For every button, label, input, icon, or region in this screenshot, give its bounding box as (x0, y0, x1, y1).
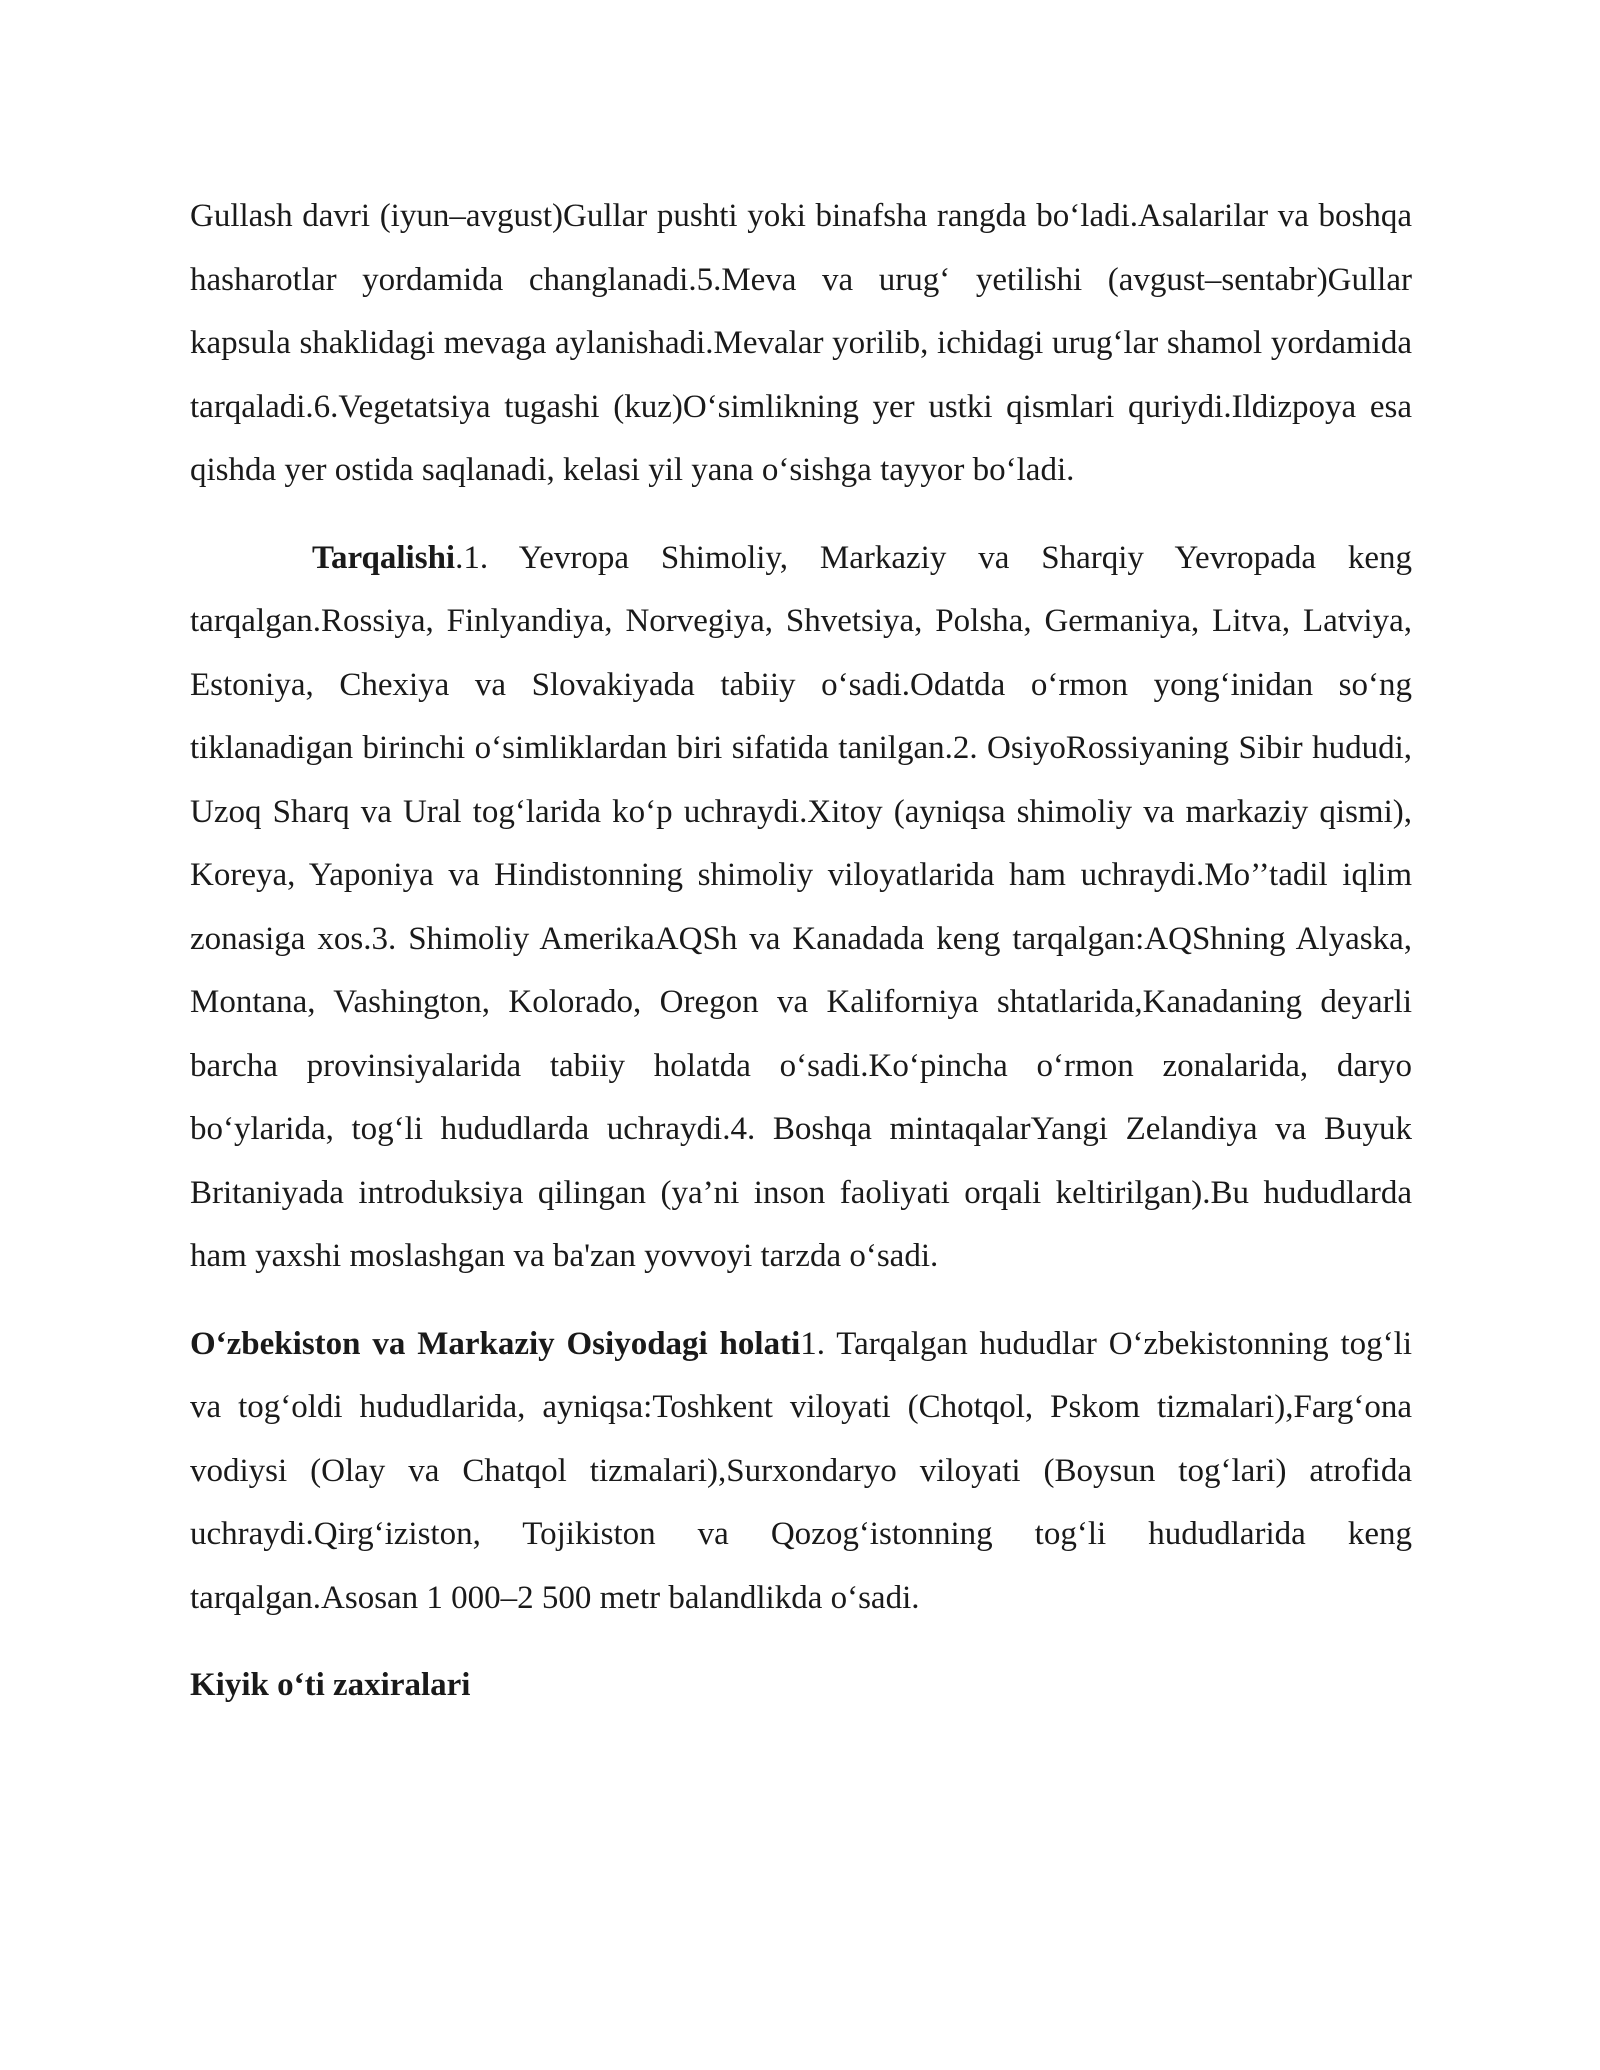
paragraph-uzbekistan-status (190, 1313, 1412, 1631)
paragraph-flowering-cycle: Gullash davri (iyun–avgust)Gullar pushti yoki binafsha rangda boʻladi.Asalarilar va boshqa hasharotlar yordamida changlanadi.5.Meva va urugʻ yetilishi (avgust–sentabr)Gullar kapsula shaklidagi mevaga aylanishadi.Mevalar yorilib, ichidagi urugʻlar shamol yordamida tarqaladi.6.Vegetatsiya tugashi (kuz)Oʻsimlikning yer ustki qismlari quriydi.Ildizpoya esa qishda yer ostida saqlanadi, kelasi yil yana oʻsishga tayyor boʻladi. (190, 198, 1412, 488)
document-body (190, 185, 1412, 1718)
distribution-heading: Tarqalishi (312, 539, 456, 576)
uzbekistan-text: 1. Tarqalgan hududlar Oʻzbekistonning togʻli va togʻoldi hududlarida, ayniqsa:Toshkent viloyati (Chotqol, Pskom tizmalari),Fargʻona vodiysi (Olay va Chatqol tizmalari),Surxondaryo viloyati (Boysun togʻlari) atrofida uchraydi.Qirgʻiziston, Tojikiston va Qozogʻistonning togʻli hududlarida keng tarqalgan.Asosan 1 000–2 500 metr balandlikda oʻsadi. (190, 1325, 1413, 1616)
paragraph-distribution (190, 527, 1412, 1289)
uzbekistan-heading: Oʻzbekiston va Markaziy Osiyodagi holati (190, 1325, 801, 1362)
distribution-text: .1. Yevropa Shimoliy, Markaziy va Sharqiy Yevropada keng tarqalgan.Rossiya, Finlyandiya, Norvegiya, Shvetsiya, Polsha, Germaniya, Litva, Latviya, Estoniya, Chexiya va Slovakiyada tabiiy oʻsadi.Odatda oʻrmon yongʻinidan soʻng tiklanadigan birinchi oʻsimliklardan biri sifatida tanilgan.2. OsiyoRossiyaning Sibir hududi, Uzoq Sharq va Ural togʻlarida koʻp uchraydi.Xitoy (ayniqsa shimoliy va markaziy qismi), Koreya, Yaponiya va Hindistonning shimoliy viloyatlarida ham uchraydi.Mo’’tadil iqlim zonasiga xos.3. Shimoliy AmerikaAQSh va Kanadada keng tarqalgan:AQShning Alyaska, Montana, Vashington, Kolorado, Oregon va Kaliforniya shtatlarida,Kanadaning deyarli barcha provinsiyalarida tabiiy holatda oʻsadi.Koʻpincha oʻrmon zonalarida, daryo boʻylarida, togʻli hududlarda uchraydi.4. Boshqa mintaqalarYangi Zelandiya va Buyuk Britaniyada introduksiya qilingan (ya’ni inson faoliyati orqali keltirilgan).Bu hududlarda ham yaxshi moslashgan va ba'zan yovvoyi tarzda oʻsadi. (190, 539, 1412, 1274)
reserves-heading: Kiyik oʻti zaxiralari (190, 1667, 471, 1703)
